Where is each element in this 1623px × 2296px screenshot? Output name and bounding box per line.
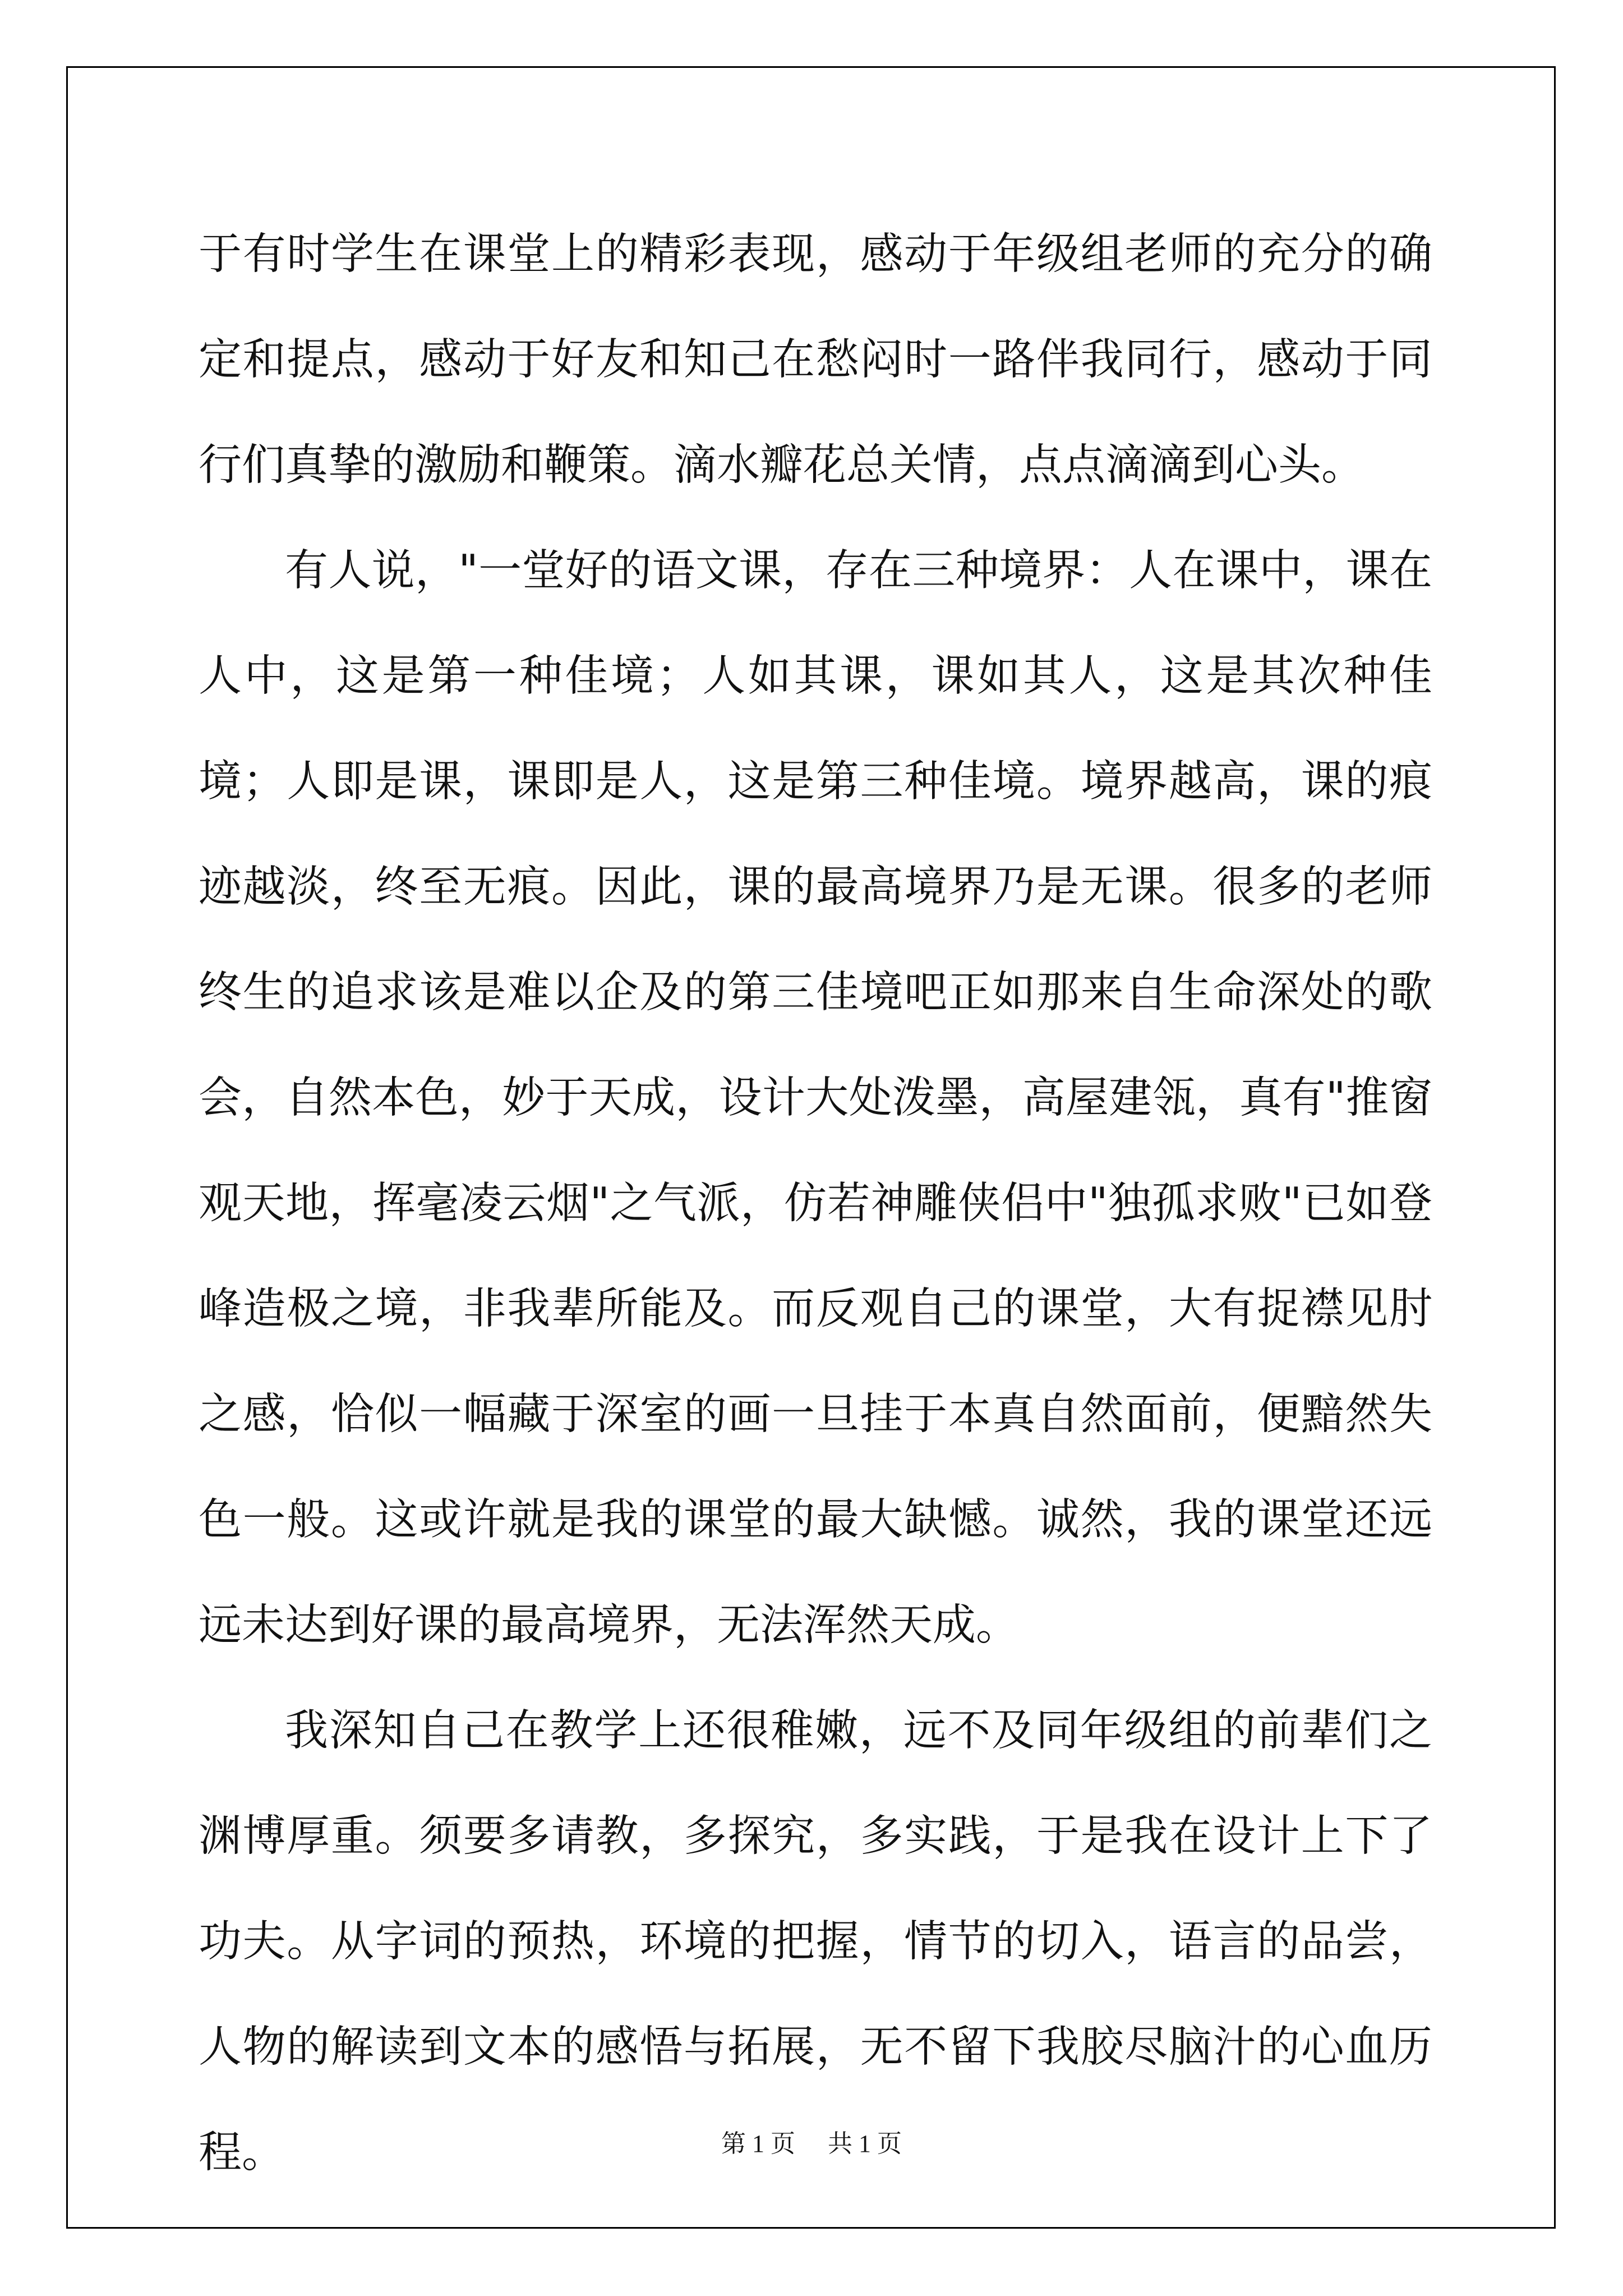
document-body [199,202,1432,2206]
page-number: 第 1 页 [721,2130,795,2157]
paragraph-1: 于有时学生在课堂上的精彩表现，感动于年级组老师的充分的确定和提点，感动于好友和知己在愁闷时一路伴我同行，感动于同行们真挚的激励和鞭策。滴水瓣花总关情，点点滴滴到心头。 [199,229,1432,490]
page-footer [0,2123,1623,2159]
page-total: 共 1 页 [828,2130,902,2157]
paragraph-3: 我深知自己在教学上还很稚嫩，远不及同年级组的前辈们之渊博厚重。须要多请教，多探究，多实践，于是我在设计上下了功夫。从字词的预热，环境的把握，情节的切入，语言的品尝，人物的解读到文本的感悟与拓展，无不留下我胶尽脑汁的心血历程。 [199,1706,1432,2178]
paragraph-2: 有人说，"一堂好的语文课，存在三种境界：人在课中，课在人中，这是第一种佳境；人如其课，课如其人，这是其次种佳境；人即是课，课即是人，这是第三种佳境。境界越高，课的痕迹越淡，终至无痕。因此，课的最高境界乃是无课。很多的老师终生的追求该是难以企及的第三佳境吧正如那来自生命深处的歌会，自然本色，妙于天成，设计大处泼墨，高屋建瓴，真有"推窗观天地，挥毫凌云烟"之气派，仿若神雕侠侣中"独孤求败"已如登峰造极之境，非我辈所能及。而反观自己的课堂，大有捉襟见肘之感，恰似一幅藏于深室的画一旦挂于本真自然面前，便黯然失色一般。这或许就是我的课堂的最大缺憾。诚然，我的课堂还远远未达到好课的最高境界，无法浑然天成。 [199,546,1432,1650]
